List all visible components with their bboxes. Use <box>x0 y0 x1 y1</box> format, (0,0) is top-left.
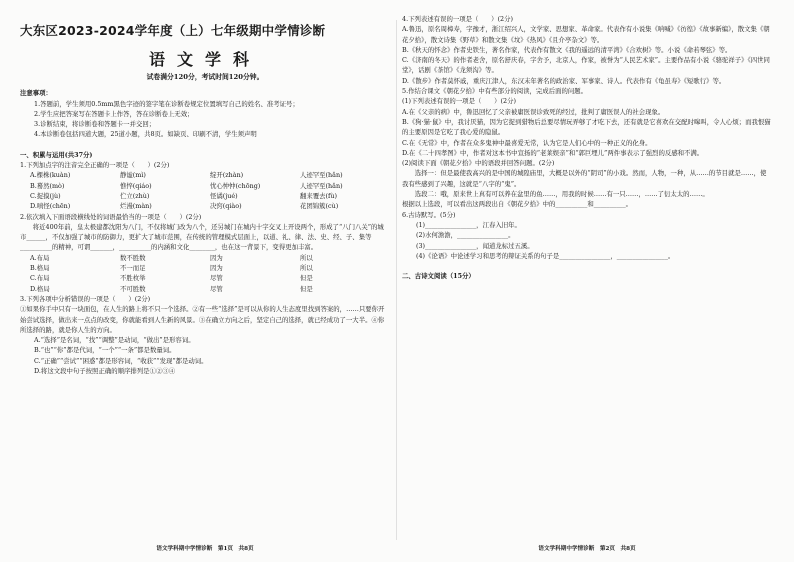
q1-option: 决窍(qiào) <box>210 202 242 211</box>
q3-option: D.将这文段中句子按照正确的顺序排列是①②③④ <box>34 367 176 376</box>
q2-option: 但是 <box>300 274 313 283</box>
notes-list <box>20 99 390 140</box>
section-1-title: 一、积累与运用(共37分) <box>20 150 93 159</box>
q2-option: 尽管 <box>210 274 223 283</box>
question-6: 6.古诗默写。(5分) <box>402 210 456 219</box>
q5-part-1: (1)下列表述有误的一项是（ ）(2分) <box>402 97 516 106</box>
q5-passage-2: 选段二：哦，原来世上真有可以养在盆里的鱼……，用我的时候……有一只……，……了衍太太的……。 <box>402 190 709 199</box>
q3-passage: ①如果你手中只有一块面包，在人生的路上将不只一个选择。②有一些“选择”是可以从你的人生态度里找到答案的，……只要你开始尝试选择，做出来一点点的改变，你就能看到人生新的风景。③在确立方向之后，坚定自己的选择，就已经成功了一大半。④你所选择的路，就是你人生的方向。 <box>20 305 385 334</box>
q1-option: C.捉摸(jù) <box>30 191 61 200</box>
note-item: 1.答题前，学生须用0.5mm黑色字迹的签字笔在诊断卷规定位置填写自己的姓名、准考证号； <box>34 99 299 108</box>
score-line: 试卷满分120分，考试时间120分钟。 <box>146 73 264 81</box>
q2-option: 所以 <box>300 264 313 273</box>
q2-option: 不可胜数 <box>120 284 146 293</box>
q4-option: C.《济南的冬天》的作者老舍，原名舒庆春，字舍予，北京人，作家，被誉为“人民艺术家”。主要作品有小说《骆驼祥子》《四世同堂》，话剧《茶馆》《龙须沟》等。 <box>402 56 770 75</box>
q1-option: 人迹罕至(hǎn) <box>300 171 343 180</box>
q1-option: A.棵株(kuàn) <box>30 171 71 180</box>
q3-option: C.“正确”“尝试”“困惑”都是形容词，“收获”“发现”都是动词。 <box>34 356 208 365</box>
question-5: 5.作结合课文《朝花夕拾》中有些部分的阅读，完成后面的问题。 <box>402 87 588 96</box>
q2-option: 数不胜数 <box>120 253 146 262</box>
q1-option: 人迹罕至(hǎn) <box>300 181 343 190</box>
q2-option: A.布局 <box>30 253 50 262</box>
q6-item: (1)________________，江春入旧年。 <box>416 220 521 229</box>
q1-option: 忧心忡忡(chōng) <box>210 181 261 190</box>
q5-option: A.在《父亲的病》中，鲁迅回忆了父亲被庸医误诊致死的经过，批判了庸医误人的社会现象。 <box>402 107 665 116</box>
q3-option: A.“选择”是名词，“找”“调整”是动词，“做出”是形容词。 <box>34 336 195 345</box>
q5-option: C.在《无常》中，作者在众多鬼神中最喜爱无常，认为它是人们心中的一种正义的化身。 <box>402 138 652 147</box>
q2-option: D.格局 <box>30 284 50 293</box>
q1-option: 静谧(mì) <box>120 171 146 180</box>
note-item: 4.本诊断卷包括四道大题，25道小题，共8页。如缺页、印刷不清，学生须声明 <box>34 130 257 139</box>
section-2-title: 二、古诗文阅读（15分） <box>402 272 475 281</box>
q1-option: 绽开(zhàn) <box>210 171 244 180</box>
q4-option: A.鲁迅，原名周樟寿，字豫才，浙江绍兴人，文学家、思想家、革命家。代表作有小说集《呐喊》《彷徨》《故事新编》，散文集《朝花夕拾》，散文诗集《野草》和散文集《坟》《热风》《且介亭杂文》等。 <box>402 25 770 44</box>
q2-option: 但是 <box>300 284 313 293</box>
question-4: 4.下列表述有误的一项是（ ）(2分) <box>402 15 514 23</box>
question-1: 1.下列加点字的注音完全正确的一项是（ ）(2分) <box>20 161 170 170</box>
q2-option: 因为 <box>210 264 223 273</box>
q2-option: 所以 <box>300 253 313 262</box>
q6-item: (3)________________，闻道龙标过五溪。 <box>416 241 534 250</box>
page-2 <box>402 14 772 554</box>
q1-option: B.蓦然(mò) <box>30 181 65 190</box>
question-2: 2.依次填入下面语段横线处的词语最恰当的一项是（ ）(2分) <box>20 212 202 221</box>
q1-options <box>20 170 390 211</box>
q1-option: 花团锦簇(cù) <box>300 202 339 211</box>
q2-option: C.布局 <box>30 274 50 283</box>
q5-option: D.在《二十四孝图》中，作者对这本书中宣扬的“老莱娱亲”和“郭巨埋儿”两件事表示了强烈的反感和不满。 <box>402 148 704 157</box>
q3-option: B.“也”“你”都是代词，“一个”“一条”都是数量词。 <box>34 346 176 355</box>
page-divider <box>396 20 397 540</box>
page-2-footer: 语文学科期中学情诊断 第2页 共8页 <box>538 545 636 552</box>
q5-passage-1: 选择一：但是最使我高兴的是中国的城隍庙里，大概是以外的“阴司”的小戏。然而，人物，一种，从……的节目就是……，使我有些感到了兴趣，这就是“八字的“鬼”。 <box>402 169 767 188</box>
q1-option: 怪谲(jué) <box>210 191 238 200</box>
q2-option: 因为 <box>210 253 223 262</box>
note-item: 2.学生应把答案写在答题卡上作答，答在诊断卷上无效； <box>34 109 194 118</box>
page-1 <box>20 14 390 554</box>
q5-option: B.《狗·猫·鼠》中，我讨厌猫，因为它捉到猎物后总要尽情玩弄够了才吃下去，还有就是它喜欢在交配时嗥叫，令人心烦；而我恨猫的主要原因是它吃了我心爱的隐鼠。 <box>402 117 771 137</box>
q4-option: D.《散步》作者莫怀戚，重庆江津人，东汉末年著名的政治家、军事家、诗人。代表作有《龟虽寿》《短歌行》等。 <box>402 76 726 85</box>
page-1-footer: 语文学科期中学情诊断 第1页 共8页 <box>156 545 254 552</box>
q1-option: 憔悴(qiáo) <box>120 181 152 190</box>
q2-passage: 将近400年前，皇太极建都沈阳为八门，不仅将城门改为八个，还另城门在城内十字交叉上开设两个，形成了“八门八关”的城市______，不仅加强了城市的防御力，更扩大了城市范围，在传统的管理模式层面上，以道、礼、律、法、史、经、子、集等__________的精神，可谓_______，__________的内涵和文化________，也在这一背景下，变得更加丰富。 <box>20 222 384 252</box>
q6-item: (2)水何澹澹，________________。 <box>416 231 515 240</box>
q2-option: 不胜枚举 <box>120 274 146 283</box>
q5-part-2-question: 根据以上选段，可以看出这两段出自《朝花夕拾》中的__________和__________。 <box>402 200 633 209</box>
q2-option: B.格局 <box>30 264 50 273</box>
q5-part-2: (2)阅读下面《朝花夕拾》中的语段并回答问题。(2分) <box>402 159 555 168</box>
subject-title: 语文学科 <box>148 50 261 69</box>
q1-option: D.嗔怪(chēn) <box>30 202 71 211</box>
q6-item: (4)《论语》中论述学习和思考的辩证关系的句子是________________，________________。 <box>416 251 675 260</box>
question-3: 3.下列各项中分析错误的一项是（ ）(2分) <box>20 294 151 303</box>
q1-option: 伫立(zhù) <box>120 191 150 200</box>
note-item: 3.诊断结束，将诊断卷和答题卡一并交回； <box>34 120 156 129</box>
notice-title: 注意事项： <box>20 89 52 98</box>
q4-option: B.《秋天的怀念》作者史铁生，著名作家，代表作有散文《我的遥远的清平湾》《合欢树》等。小说《命若琴弦》等。 <box>402 45 732 54</box>
exam-title: 大东区2023-2024学年度（上）七年级期中学情诊断 <box>20 23 326 38</box>
q2-option: 尽管 <box>210 284 223 293</box>
q1-option: 翻来覆去(fù) <box>300 191 338 200</box>
q1-option: 烂漫(màn) <box>120 202 152 211</box>
q2-options <box>20 253 390 294</box>
q2-option: 不一而足 <box>120 264 146 273</box>
